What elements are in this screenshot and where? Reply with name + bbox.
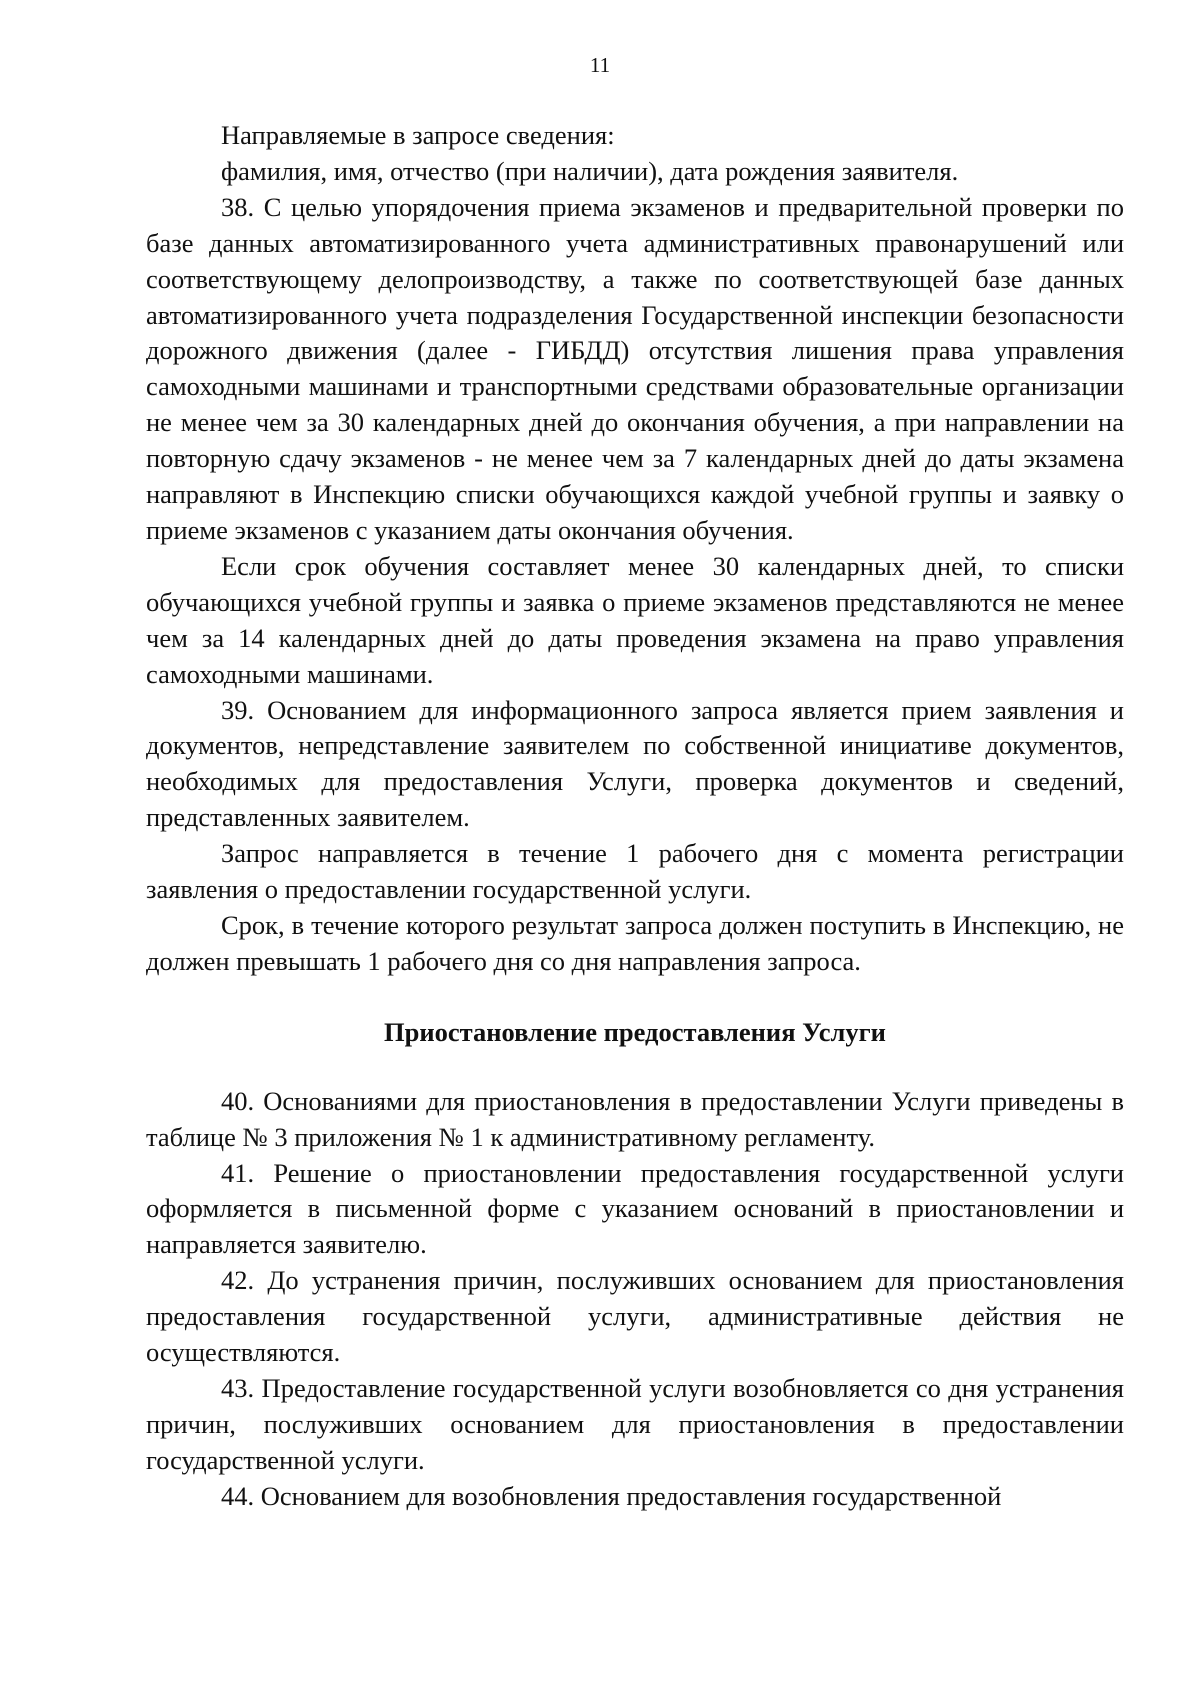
paragraph-request-info-label: Направляемые в запросе сведения:	[221, 120, 615, 150]
paragraph-40: 40. Основаниями для приостановления в предоставлении Услуги приведены в таблице № 3 приложения № 1 к административному регламенту.	[146, 1085, 1124, 1152]
page-number: 11	[589, 53, 611, 77]
paragraph-request-info-fields: фамилия, имя, отчество (при наличии), дата рождения заявителя.	[221, 155, 959, 186]
document-body	[146, 118, 1124, 1515]
paragraph-request-deadline: Запрос направляется в течение 1 рабочего дня с момента регистрации заявления о предоставлении государственной услуги.	[146, 838, 1124, 905]
paragraph-39: 39. Основанием для информационного запроса является прием заявления и документов, непредставление заявителем по собственной инициативе документов, необходимых для предоставления Услуги, проверка документов и сведений, представленных заявителем.	[146, 694, 1124, 833]
paragraph-42: 42. До устранения причин, послуживших основанием для приостановления предоставления государственной услуги, административные действия не осуществляются.	[146, 1265, 1124, 1368]
paragraph-38: 38. С целью упорядочения приема экзаменов и предварительной проверки по базе данных автоматизированного учета административных правонарушений или соответствующему делопроизводству, а также по соответствующей базе данных автоматизированного учета подразделения Государственной инспекции безопасности дорожного движения (далее - ГИБДД) отсутствия лишения права управления самоходными машинами и транспортными средствами образовательные организации не менее чем за 30 календарных дней до окончания обучения, а при направлении на повторную сдачу экзаменов - не менее чем за 7 календарных дней до даты экзамена направляют в Инспекцию списки обучающихся каждой учебной группы и заявку о приеме экзаменов с указанием даты окончания обучения.	[146, 191, 1124, 545]
paragraph-response-deadline: Срок, в течение которого результат запроса должен поступить в Инспекцию, не должен превышать 1 рабочего дня со дня направления запроса.	[146, 909, 1124, 976]
section-heading-suspension: Приостановление предоставления Услуги	[384, 1016, 886, 1047]
paragraph-41: 41. Решение о приостановлении предоставления государственной услуги оформляется в письменной форме с указанием оснований в приостановлении и направляется заявителю.	[146, 1157, 1124, 1260]
paragraph-43: 43. Предоставление государственной услуги возобновляется со дня устранения причин, послуживших основанием для приостановления в предоставлении государственной услуги.	[146, 1373, 1124, 1475]
paragraph-short-training: Если срок обучения составляет менее 30 календарных дней, то списки обучающихся учебной группы и заявка о приеме экзаменов представляются не менее чем за 14 календарных дней до даты проведения экзамена на право управления самоходными машинами.	[146, 550, 1124, 689]
paragraph-44: 44. Основанием для возобновления предоставления государственной	[221, 1480, 1002, 1511]
